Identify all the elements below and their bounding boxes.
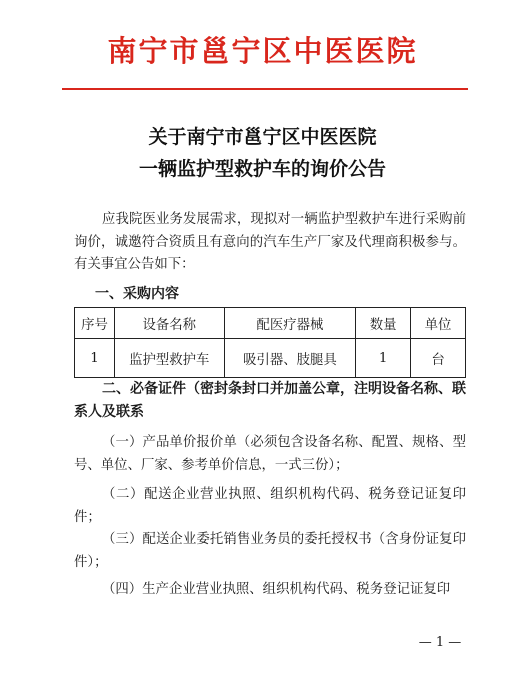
table-cell: 吸引器、肢腿具 [224, 339, 356, 378]
table-header-cell: 单位 [411, 308, 466, 339]
organization-name: 南宁市邕宁区中医医院 [107, 34, 418, 68]
document-title-line2: 一辆监护型救护车的询价公告 [138, 158, 386, 180]
table-header-cell: 数量 [356, 308, 411, 339]
list-item: （二）配送企业营业执照、组织机构代码、税务登记证复印件； [74, 487, 466, 525]
table-cell: 1 [75, 339, 115, 378]
table-header-cell: 配医疗器械 [224, 308, 356, 339]
document-title-line1: 关于南宁市邕宁区中医医院 [148, 126, 377, 148]
table-header-cell: 设备名称 [114, 308, 224, 339]
table-header-row [75, 308, 466, 339]
procurement-table [74, 307, 466, 378]
list-item: （三）配送企业委托销售业务员的委托授权书（含身份证复印件）； [74, 532, 466, 570]
table-cell: 台 [411, 339, 466, 378]
table-cell: 1 [356, 339, 411, 378]
table-cell: 监护型救护车 [114, 339, 224, 378]
list-item: （四）生产企业营业执照、组织机构代码、税务登记证复印 [102, 582, 451, 597]
table-row [75, 339, 466, 378]
table-header-cell: 序号 [75, 308, 115, 339]
intro-paragraph: 应我院医业务发展需求，现拟对一辆监护型救护车进行采购前询价，诚邀符合资质且有意向的汽车生产厂家及代理商积极参与。有关事宜公告如下： [74, 212, 466, 272]
header-divider [62, 88, 468, 90]
page-number: — 1 — [418, 635, 462, 650]
section2-heading: 二、必备证件（密封条封口并加盖公章，注明设备名称、联系人及联系 [74, 381, 466, 420]
section1-heading: 一、采购内容 [95, 286, 179, 302]
list-item: （一）产品单价报价单（必须包含设备名称、配置、规格、型号、单位、厂家、参考单价信息，一式三份）； [74, 435, 466, 473]
